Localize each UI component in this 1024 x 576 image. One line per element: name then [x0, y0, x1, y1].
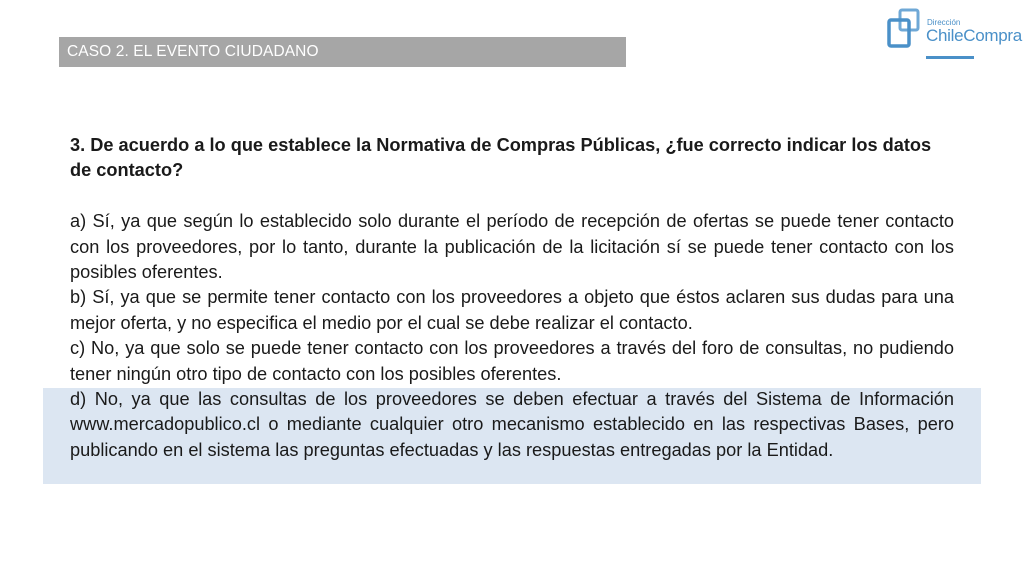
option-d: d) No, ya que las consultas de los proveedores se deben efectuar a través del Sistema de Información www.mercadopublico.cl o mediante cualquier otro mecanismo establecido en las respectivas Bases, pero publicando en el sistema las preguntas efectuadas y las respuestas entregadas por la Entidad.	[70, 389, 954, 460]
question-content	[70, 133, 954, 463]
logo-underline	[926, 56, 974, 59]
option-c: c) No, ya que solo se puede tener contacto con los proveedores a través del foro de consultas, no pudiendo tener ningún otro tipo de contacto con los posibles oferentes.	[70, 338, 954, 384]
option-a: a) Sí, ya que según lo establecido solo durante el período de recepción de ofertas se puede tener contacto con los proveedores, por lo tanto, durante la publicación de la licitación sí se puede tener contacto con los posibles oferentes.	[70, 211, 954, 283]
chilecompra-logo-icon	[886, 8, 926, 54]
section-header-title: CASO 2. EL EVENTO CIUDADANO	[67, 43, 319, 60]
option-b: b) Sí, ya que se permite tener contacto con los proveedores a objeto que éstos aclaren sus dudas para una mejor oferta, y no especifica el medio por el cual se debe realizar el contacto.	[70, 287, 954, 333]
logo-brand-name: ChileCompra	[926, 26, 1022, 45]
question-text: 3. De acuerdo a lo que establece la Normativa de Compras Públicas, ¿fue correcto indicar los datos de contacto?	[70, 135, 932, 181]
section-header-bar	[59, 37, 626, 67]
logo-subtitle: Dirección	[927, 18, 961, 27]
